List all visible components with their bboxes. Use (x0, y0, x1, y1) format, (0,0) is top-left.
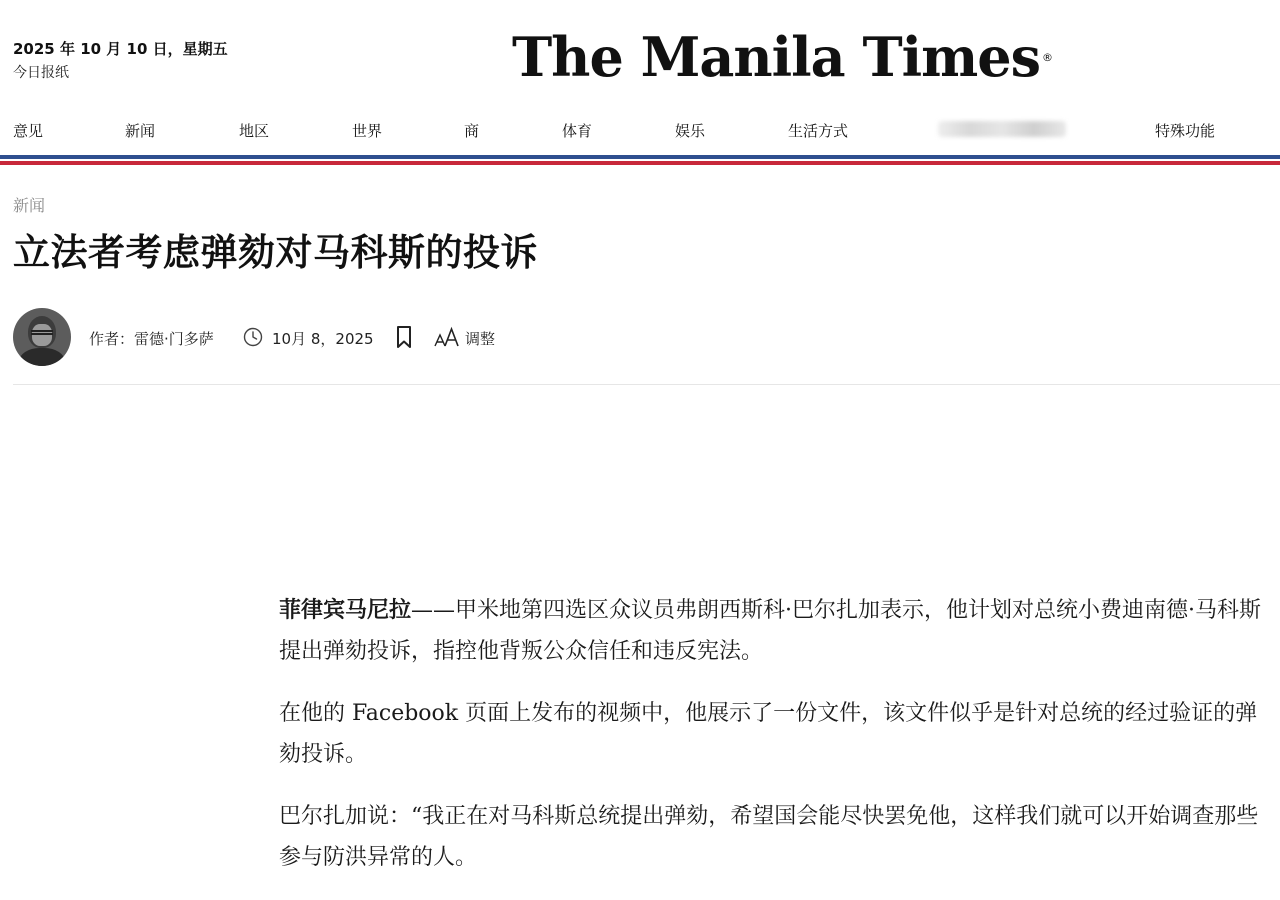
nav-item-news[interactable]: 新闻 (125, 122, 156, 140)
byline-divider (13, 384, 1280, 385)
text-size-label[interactable]: 调整 (465, 330, 496, 348)
avatar-glasses (31, 330, 53, 335)
nav-item-sports[interactable]: 体育 (562, 122, 593, 140)
article-body (279, 590, 1275, 899)
avatar-body (19, 348, 65, 366)
header-stripe-red (0, 161, 1280, 165)
header-date-block (13, 38, 228, 84)
article-paragraph (279, 590, 1275, 672)
logo-registered-mark: ® (1042, 50, 1054, 64)
nav-item-lifestyle[interactable]: 生活方式 (788, 122, 849, 140)
nav-item-opinion[interactable]: 意见 (13, 122, 44, 140)
publish-date: 10月 8，2025 (272, 330, 374, 348)
nav-item-world[interactable]: 世界 (352, 122, 383, 140)
nav-item-blurred[interactable] (938, 121, 1066, 137)
article-section-label[interactable]: 新闻 (13, 196, 46, 215)
nav-item-business[interactable]: 商 (464, 122, 480, 140)
author-name[interactable]: 作者：雷德·门多萨 (89, 330, 214, 348)
article-paragraph-text: ——甲米地第四选区众议员弗朗西斯科·巴尔扎加表示，他计划对总统小费迪南德·马科斯提出弹劾投诉，指控他背叛公众信任和违反宪法。 (279, 598, 1262, 664)
article-byline (13, 308, 613, 366)
current-date: 2025 年 10 月 10 日，星期五 (13, 40, 228, 58)
author-avatar[interactable] (13, 308, 71, 366)
nav-item-special-features[interactable]: 特殊功能 (1155, 122, 1216, 140)
logo-text: The Manila Times (512, 25, 1041, 89)
avatar-face (32, 324, 52, 346)
main-nav (0, 116, 1280, 144)
article-paragraph: 巴尔扎加说：“我正在对马科斯总统提出弹劾，希望国会能尽快罢免他，这样我们就可以开始调查那些参与防洪异常的人。 (279, 804, 1259, 870)
todays-paper-link[interactable]: 今日报纸 (13, 65, 69, 81)
text-size-icon[interactable] (434, 326, 460, 348)
article-paragraph: 在他的 Facebook 页面上发布的视频中，他展示了一份文件，该文件似乎是针对总统的经过验证的弹劾投诉。 (279, 701, 1258, 767)
article-headline: 立法者考虑弹劾对马科斯的投诉 (13, 231, 538, 274)
clock-icon (243, 327, 263, 347)
site-logo[interactable] (512, 22, 1054, 92)
bookmark-icon[interactable] (395, 325, 413, 349)
nav-item-regions[interactable]: 地区 (239, 122, 270, 140)
article-dateline: 菲律宾马尼拉 (279, 597, 412, 623)
nav-item-entertainment[interactable]: 娱乐 (675, 122, 706, 140)
